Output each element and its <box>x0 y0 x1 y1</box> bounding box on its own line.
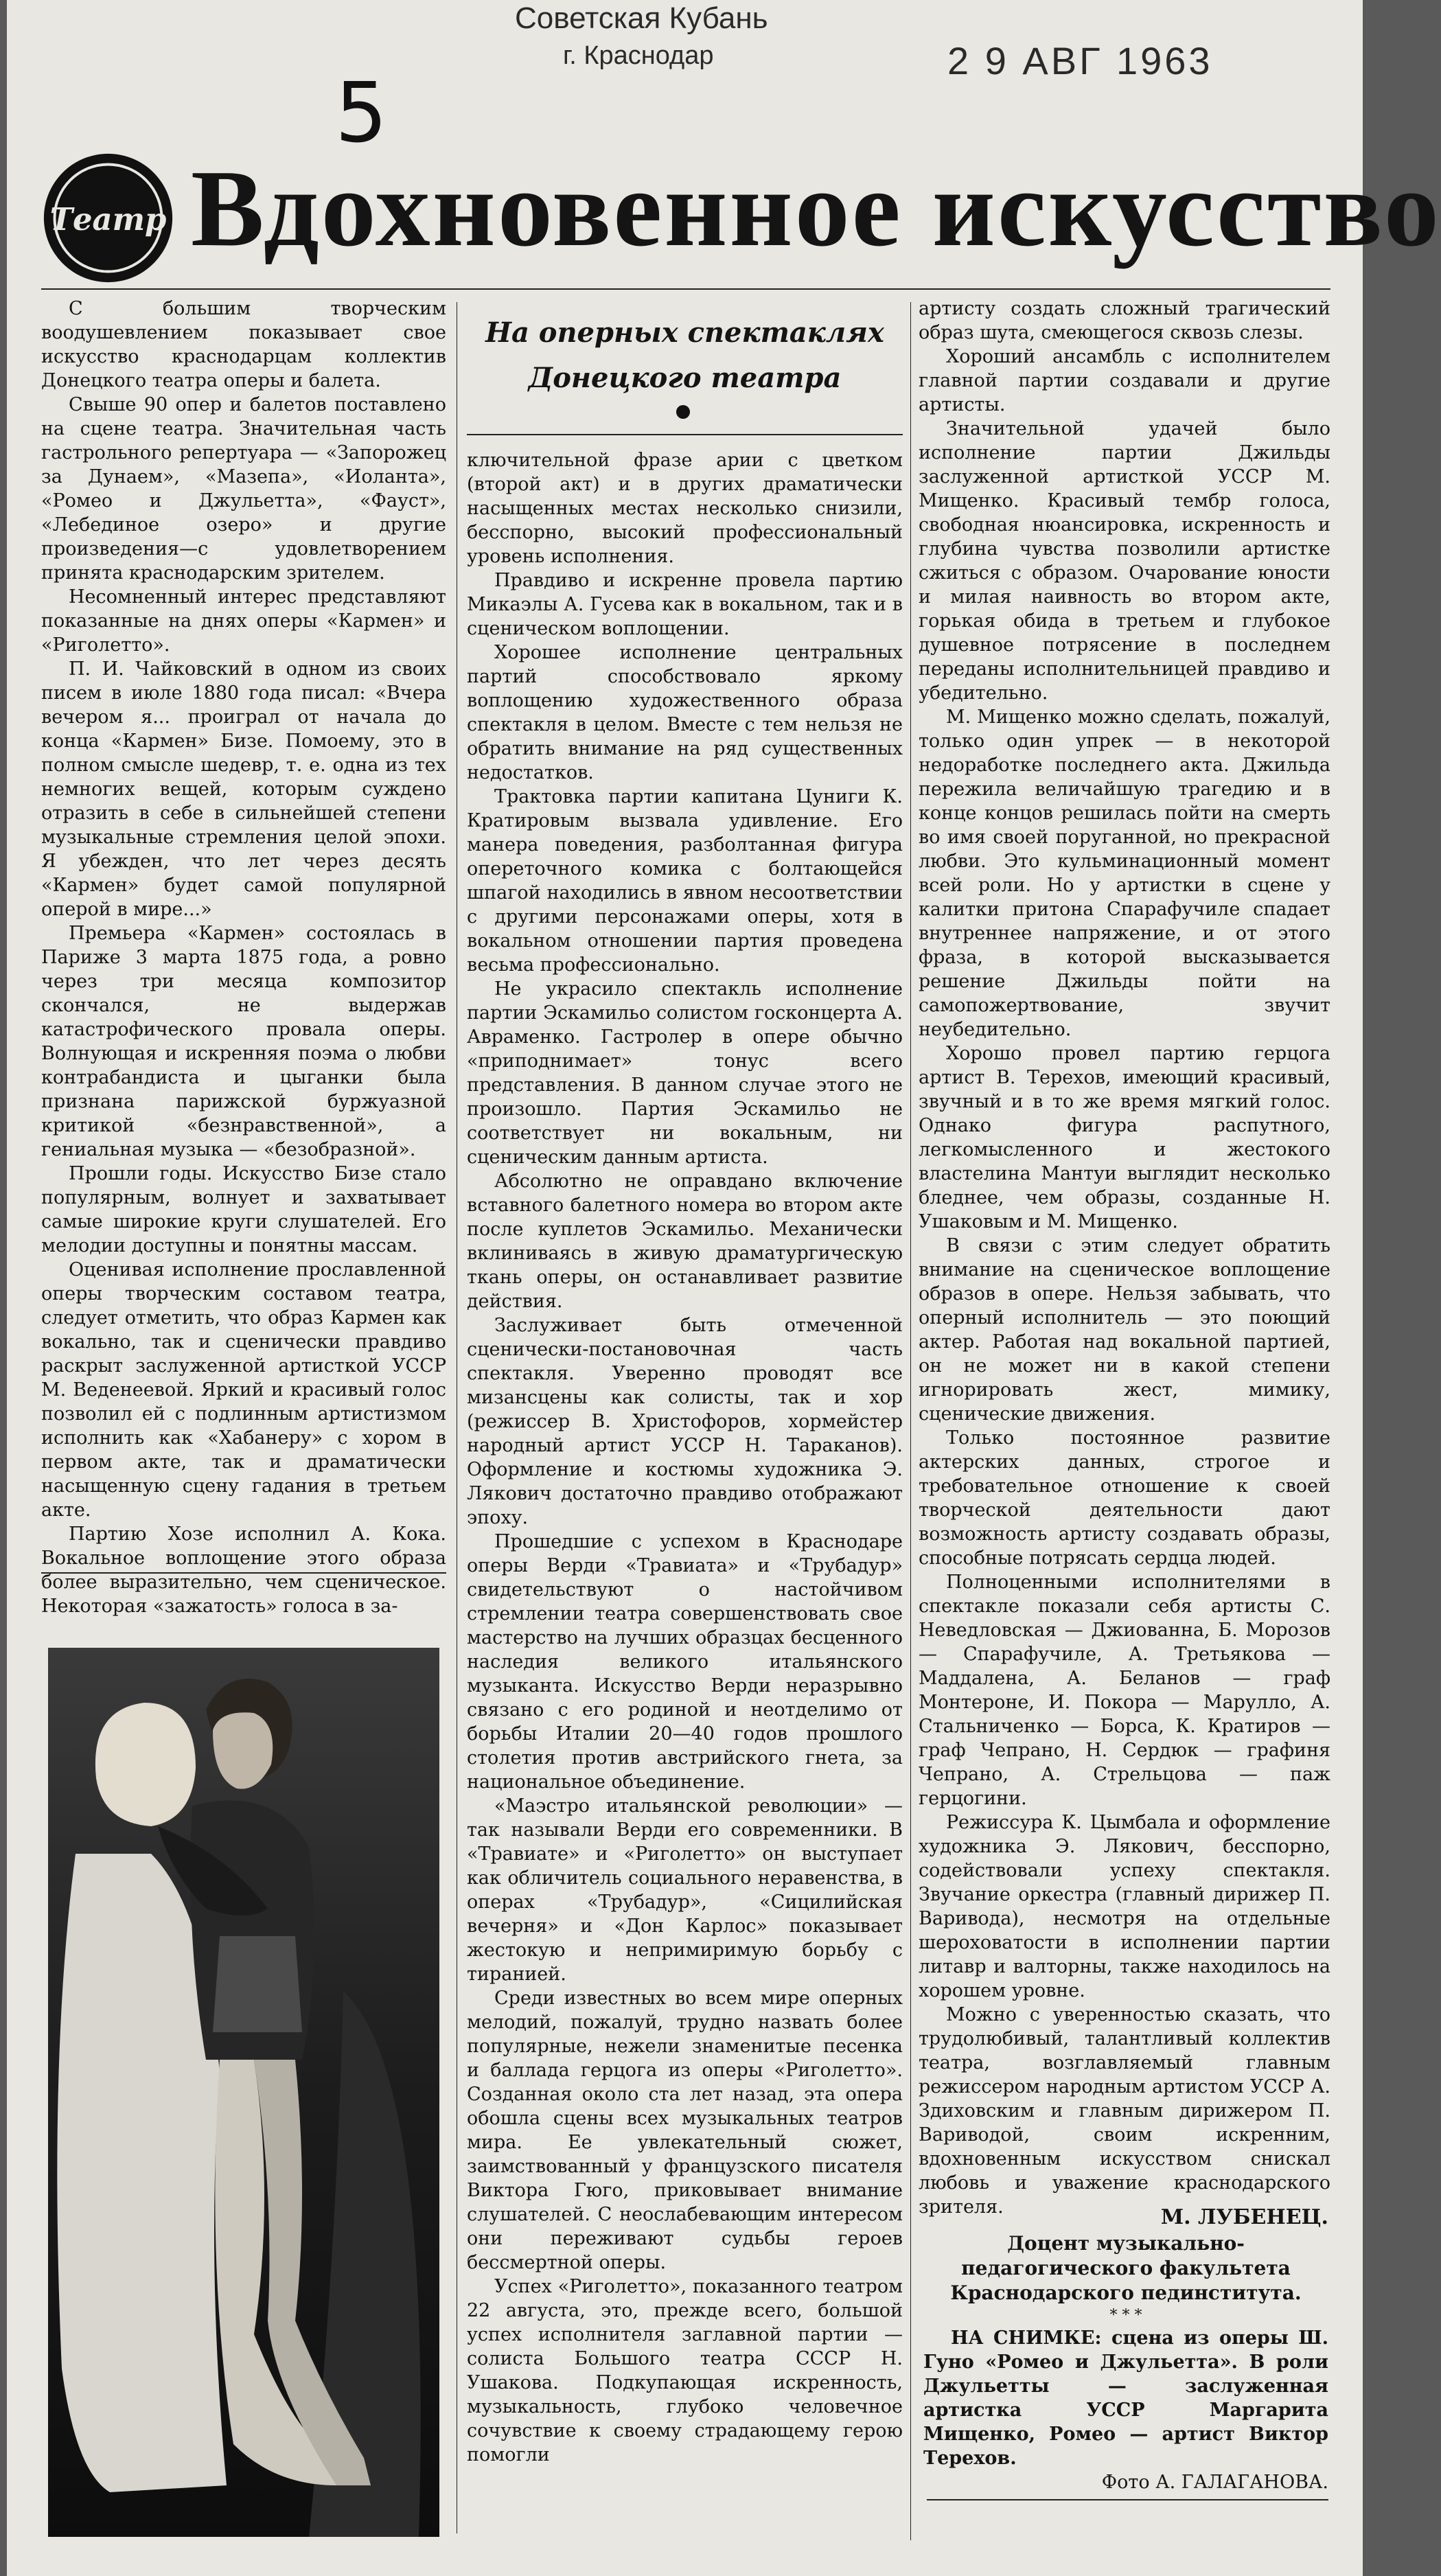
paragraph: С большим творческим воодушевлением показывает свое искусство краснодарцам коллектив Донецкого театра оперы и балета. <box>41 298 446 391</box>
signature-block <box>923 2204 1328 2495</box>
paragraph: Прошедшие с успехом в Краснодаре оперы Верди «Травиата» и «Трубадур» свидетельствуют о настойчивом стремлении театра совершенствовать свое мастерство на лучших образцах бесценного наследия великого итальянского музыканта. Искусство Верди неразрывно связано с его родиной и неотделимо от борьбы Италии 20—40 годов прошлого столетия против австрийского гнета, за национальное объединение. <box>467 1531 903 1793</box>
paragraph: «Маэстро итальянской революции» — так называли Верди его современники. В «Травиате» и «Риголетто» он выступает как обличитель социального неравенства, в операх «Трубадур», «Сицилийская вечерня» и «Дон Карлос» показывает жестокую и непримиримую борьбу с тиранией. <box>467 1795 903 1985</box>
paragraph: Хороший ансамбль с исполнителем главной партии создавали и другие артисты. <box>919 346 1330 415</box>
paragraph: Заслуживает быть отмеченной сценически-постановочная часть спектакля. Уверенно проводят все мизансцены как солисты, так и хор (режиссер В. Христофоров, хормейстер народный артист УССР Н. Тараканов). Оформление и костюмы художника Э. Лякович достаточно правдиво отображают эпоху. <box>467 1315 903 1528</box>
paragraph: Несомненный интерес представляют показанные на днях оперы «Кармен» и «Риголетто». <box>41 586 446 656</box>
subheadline-line2: Донецкого театра <box>528 362 842 394</box>
column-divider-right <box>910 302 911 2540</box>
paragraph: П. И. Чайковский в одном из своих писем в июле 1880 года писал: «Вчера вечером я... проиграл от начала до конца «Кармен» Бизе. Помоему, это в полном смысле шедевр, т. е. одна из тех немногих вещей, которым суждено отразить в себе в сильнейшей степени музыкальные стремления целой эпохи. Я убежден, что лет через десять «Кармен» будет самой популярной оперой в мире...» <box>41 658 446 920</box>
article-column-2 <box>467 448 903 2542</box>
paragraph: Полноценными исполнителями в спектакле показали себя артисты С. Неведловская — Джиованна, Б. Морозов — Спарафучиле, А. Третьякова — Маддалена, А. Беланов — граф Монтероне, И. Покора — Марулло, А. Стальниченко — Борса, К. Кратиров — граф Чепрано, Н. Сердюк — графиня Чепрано, А. Стрельцова — паж герцогини. <box>919 1572 1330 1809</box>
paragraph: Режиссура К. Цымбала и оформление художника Э. Лякович, бесспорно, содействовали успеху спектакля. Звучание оркестра (главный дирижер П. Варивода), несмотря на отдельные шероховатости в исполнении партии литавр и валторны, также находилось на хорошем уровне. <box>919 1812 1330 2001</box>
theatre-rubric-logo <box>41 151 175 285</box>
photo-credit: Фото А. ГАЛАГАНОВА. <box>1101 2472 1328 2493</box>
handwritten-number: 5 <box>335 66 388 161</box>
subheadline-line1: На оперных спектаклях <box>485 317 884 349</box>
author-position: Доцент музыкально-педагогического факультета Краснодарского пединститута. <box>950 2232 1302 2304</box>
paragraph: Правдиво и искренне провела партию Микаэлы А. Гусева как в вокальном, так и в сценическом воплощении. <box>467 570 903 639</box>
paragraph: Среди известных во всем мире оперных мелодий, пожалуй, трудно назвать более популярные, нежели знаменитые песенка и баллада герцога из оперы «Риголетто». Созданная около ста лет назад, эта опера обошла сцены всех музыкальных театров мира. Ее увлекательный сюжет, заимствованный у французского писателя Виктора Гюго, приковывает внимание слушателей. С неослабевающим интересом они переживают судьбы героев бессмертной оперы. <box>467 1988 903 2273</box>
newspaper-name-stamp: Советская Кубань <box>515 1 768 35</box>
paragraph: Хорошее исполнение центральных партий способствовало яркому воплощению художественного образа спектакля в целом. Вместе с тем нельзя не обратить внимание на ряд существенных недостатков. <box>467 642 903 783</box>
paragraph: Можно с уверенностью сказать, что трудолюбивый, талантливый коллектив театра, возглавляемый главным режиссером народным артистом УССР А. Здиховским и главным дирижером П. Вариводой, своим искренним, вдохновенным искусством снискал любовь и уважение краснодарского зрителя. <box>919 2004 1330 2218</box>
paragraph: Партию Хозе исполнил А. Кока. Вокальное воплощение этого образа более выразительно, чем сценическое. Некоторая «зажатость» голоса в за- <box>41 1523 446 1617</box>
paragraph: Трактовка партии капитана Цуниги К. Кратировым вызвала удивление. Его манера поведения, разболтанная фигура опереточного комика с болтающейся шпагой находились в явном несоответствии с другими персонажами оперы, хотя в вокальном отношении партия проведена весьма профессионально. <box>467 786 903 976</box>
headline: Вдохновенное искусство <box>191 147 1441 269</box>
author-name: М. ЛУБЕНЕЦ. <box>1160 2205 1328 2229</box>
paragraph: артисту создать сложный трагический образ шута, смеющегося сквозь слезы. <box>919 298 1330 343</box>
subheadline-bullet <box>676 405 690 419</box>
paragraph: Не украсило спектакль исполнение партии Эскамильо солистом госконцерта А. Авраменко. Гастролер в опере обычно «приподнимает» тонус всего представления. В данном случае этого не произошло. Партия Эскамильо не соответствует ни вокальным, ни сценическим данным артиста. <box>467 978 903 1168</box>
paragraph: ключительной фразе арии с цветком (второй акт) и в других драматически насыщенных местах несколько снизили, бесспорно, высокий профессиональный уровень исполнения. <box>467 450 903 567</box>
rubric-label: Театр <box>49 201 167 238</box>
paragraph: Абсолютно не оправдано включение вставного балетного номера во втором акте после куплетов Эскамильо. Механически вклиниваясь в живую драматургическую ткань оперы, он останавливает развитие действия. <box>467 1171 903 1312</box>
caption-end-rule <box>927 2499 1328 2500</box>
paragraph: Значительной удачей было исполнение партии Джильды заслуженной артисткой УССР М. Мищенко. Красивый тембр голоса, свободная нюансировка, искренность и глубина чувства позволили артистке сжиться с образом. Очарование юности и милая наивность во втором акте, горькая обида в третьем и глубокое душевное потрясение в последнем переданы исполнительницей правдиво и убедительно. <box>919 418 1330 704</box>
subheadline-rule <box>467 434 903 435</box>
article-column-3 <box>919 297 1330 2246</box>
stage-photo <box>48 1648 439 2537</box>
separator: * * * <box>1109 2307 1142 2324</box>
newspaper-clipping <box>7 0 1441 2576</box>
headline-rule <box>41 288 1330 290</box>
article-column-1 <box>41 297 446 1617</box>
paragraph: Прошли годы. Искусство Бизе стало популярным, волнует и захватывает самые широкие круги слушателей. Его мелодии доступны и понятны массам. <box>41 1163 446 1256</box>
paragraph: М. Мищенко можно сделать, пожалуй, только один упрек — в некоторой недоработке последнего акта. Джильда пережила величайшую трагедию и в конце концов решилась пойти на смерть во имя своей поруганной, но прекрасной любви. Это кульминационный момент всей роли. Но у артистки в сцене у калитки притона Спарафучиле спадает внутреннее напряжение, и от этого фраза, в которой высказывается решение Джильды пойти на самопожертвование, звучит неубедительно. <box>919 706 1330 1040</box>
paragraph: Премьера «Кармен» состоялась в Париже 3 марта 1875 года, а ровно через три месяца композитор скончался, не выдержав катастрофического провала оперы. Волнующая и искренняя поэма о любви контрабандиста и цыганки была признана парижской буржуазной критикой «безнравственной», а гениальная музыка — «безобразной». <box>41 923 446 1160</box>
city-stamp: г. Краснодар <box>563 41 714 70</box>
paragraph: Только постоянное развитие актерских данных, строгое и требовательное отношение к своей творческой деятельности дают возможность артисту создавать образы, способные потрясать сердца людей. <box>919 1427 1330 1569</box>
paragraph: Свыше 90 опер и балетов поставлено на сцене театра. Значительная часть гастрольного репертуара — «Запорожец за Дунаем», «Мазепа», «Иоланта», «Ромео и Джульетта», «Фауст», «Лебединое озеро» и другие произведения—с удовлетворением принята краснодарским зрителем. <box>41 394 446 584</box>
paragraph: Оценивая исполнение прославленной оперы творческим составом театра, следует отметить, что образ Кармен как вокально, так и сценически правдиво раскрыт заслуженной артисткой УССР М. Веденеевой. Яркий и красивый голос позволил ей с подлинным артистизмом исполнить как «Хабанеру» с хором в первом акте, так и драматически насыщенную сцену гадания в третьем акте. <box>41 1259 446 1521</box>
subheadline <box>467 310 903 401</box>
date-stamp: 2 9 АВГ 1963 <box>947 39 1213 82</box>
paragraph: Успех «Риголетто», показанного театром 22 августа, это, прежде всего, большой успех исполнителя заглавной партии — солиста Большого театра СССР Н. Ушакова. Подкупающая искренность, музыкальность, глубоко человечное сочувствие к своему страдающему герою помогли <box>467 2276 903 2465</box>
paragraph: Хорошо провел партию герцога артист В. Терехов, имеющий красивый, звучный и в то же время мягкий голос. Однако фигура распутного, легкомысленного и жестокого властелина Мантуи выглядит несколько бледнее, чем образы, созданные Н. Ушаковым и М. Мищенко. <box>919 1043 1330 1232</box>
photo-caption: НА СНИМКЕ: сцена из оперы Ш. Гуно «Ромео и Джульетта». В роли Джульетты — заслуженная артистка УССР Маргарита Мищенко, Ромео — артист Виктор Терехов. <box>923 2327 1328 2469</box>
paragraph: В связи с этим следует обратить внимание на сценическое воплощение образов в опере. Нельзя забывать, что оперный исполнитель — это поющий актер. Работая над вокальной партией, он не может ни в какой степени игнорировать жест, мимику, сценические движения. <box>919 1235 1330 1425</box>
